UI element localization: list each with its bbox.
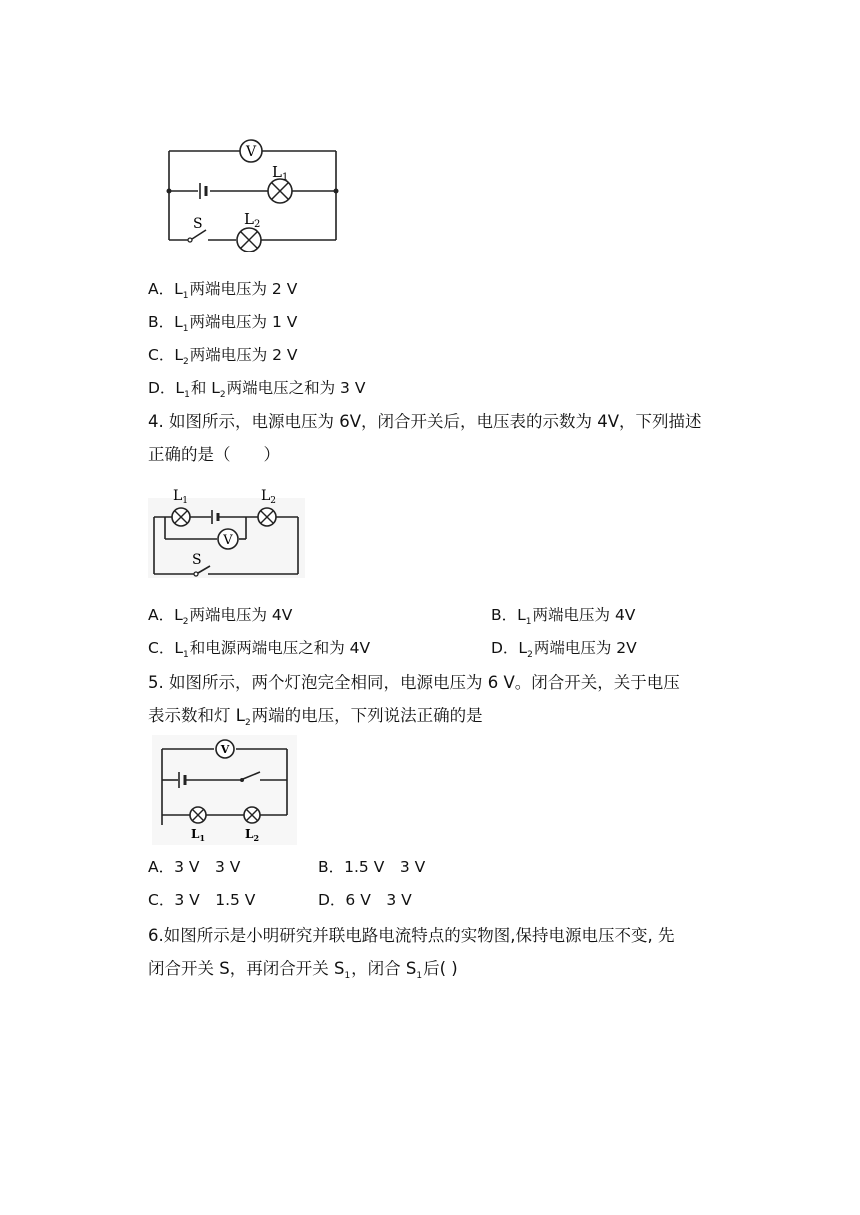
q4-voltmeter-label: V: [223, 533, 233, 548]
q4-circuit-diagram: [148, 484, 306, 580]
q5-lamp-l1-label: $L_1$: [191, 827, 206, 843]
q4-option-c: C．$L_1$和电源两端电压之和为 4V: [148, 639, 371, 660]
q6-stem-line-1: 6.如图所示是小明研究并联电路电流特点的实物图,保持电源电压不变, 先: [148, 926, 675, 945]
q4-lamp-l1-label: $L_1$: [173, 488, 189, 506]
q3-battery-icon: [200, 183, 206, 199]
q4-switch-label: S: [192, 552, 202, 568]
q3-option-c: C．$L_2$两端电压为 2 V: [148, 346, 298, 367]
q5-lamp-l2-icon: [244, 807, 260, 823]
q4-option-b: B．$L_1$两端电压为 4V: [491, 606, 636, 627]
q5-lamp-l1-icon: [190, 807, 206, 823]
q4-stem-line-2: 正确的是（ ）: [148, 445, 280, 464]
q3-lamp-l2-label: $L_2$: [244, 210, 261, 230]
q5-option-a: A．3 V 3 V: [148, 858, 241, 876]
q5-circuit-diagram: [152, 735, 297, 845]
q3-option-d: D．$L_1$和 $L_2$两端电压之和为 3 V: [148, 379, 366, 400]
q5-stem-line-1: 5. 如图所示，两个灯泡完全相同，电源电压为 6 V。闭合开关，关于电压: [148, 673, 680, 692]
q5-option-b: B．1.5 V 3 V: [318, 858, 426, 876]
q3-circuit-diagram: [160, 132, 350, 252]
q5-voltmeter-label: V: [220, 743, 230, 756]
q4-lamp-l2-label: $L_2$: [261, 488, 277, 506]
q4-option-a: A．$L_2$两端电压为 4V: [148, 606, 293, 627]
q4-lamp-l2-icon: [258, 508, 276, 526]
q4-lamp-l1-icon: [172, 508, 190, 526]
q3-voltmeter-label: V: [245, 144, 257, 160]
q3-lamp-l1-label: $L_1$: [272, 163, 289, 183]
q3-option-b: B．$L_1$两端电压为 1 V: [148, 313, 298, 334]
q3-lamp-l1-icon: [268, 179, 292, 203]
q3-lamp-l2-icon: [237, 228, 261, 252]
q4-stem-line-1: 4. 如图所示，电源电压为 6V，闭合开关后，电压表的示数为 4V，下列描述: [148, 412, 702, 431]
q5-lamp-l2-label: $L_2$: [245, 827, 260, 843]
q6-stem-line-2: 闭合开关 S，再闭合开关 $S_1$，闭合 $S_1$后( ): [148, 959, 458, 981]
q3-option-a: A．$L_1$两端电压为 2 V: [148, 280, 298, 301]
q5-option-c: C．3 V 1.5 V: [148, 891, 256, 909]
q5-option-d: D．6 V 3 V: [318, 891, 412, 909]
q3-switch-label: S: [193, 216, 203, 232]
q4-option-d: D．$L_2$两端电压为 2V: [491, 639, 637, 660]
q5-stem-line-2: 表示数和灯 $L_2$两端的电压，下列说法正确的是: [148, 706, 483, 728]
